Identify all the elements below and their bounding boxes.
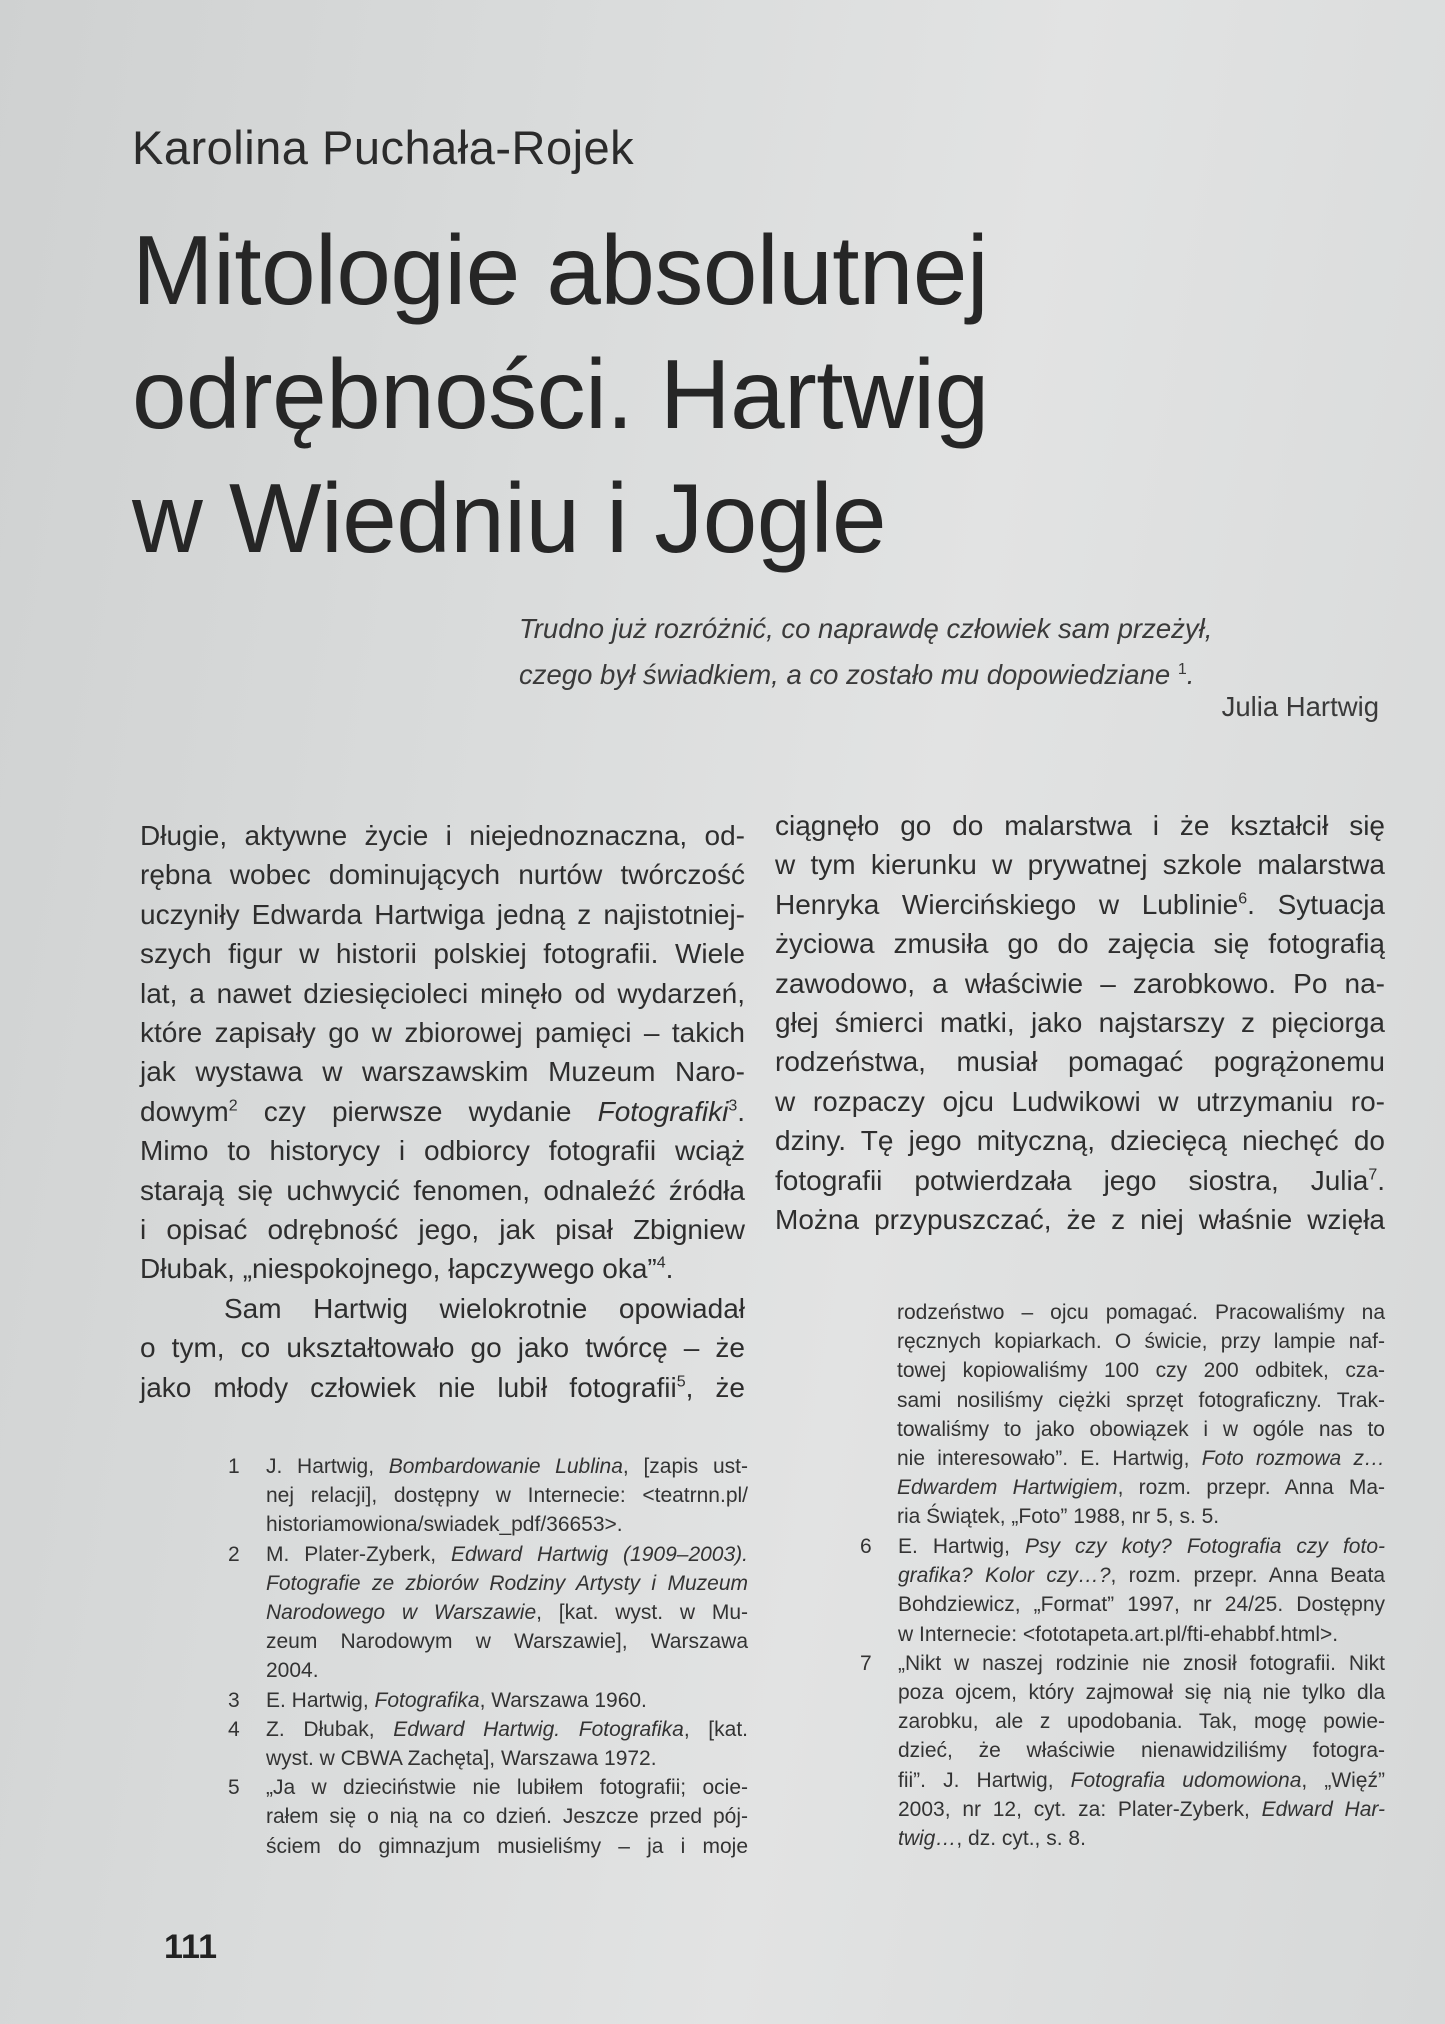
text-line: Sam Hartwig wielokrotnie opowiadał	[224, 1292, 745, 1324]
paragraph	[140, 816, 745, 1289]
text-line: Mimo to historycy i odbiorcy fotografii wciąż	[140, 1135, 745, 1167]
body-column-right	[775, 806, 1385, 1239]
text-line: lat, a nawet dziesięcioleci minęło od wydarzeń,	[140, 977, 745, 1009]
text-line: głej śmierci matki, jako najstarszy z pięciorga	[775, 1007, 1385, 1039]
text-line: o tym, co ukształtowało go jako twórcę – że	[140, 1332, 745, 1364]
text-line: dziny. Tę jego mityczną, dziecięcą niechęć do	[775, 1125, 1385, 1157]
note-line: Edwardem Hartwigiem, rozm. przepr. Anna Ma-	[897, 1476, 1385, 1500]
note-line: rałem się o nią na co dzień. Jeszcze przed pój-	[266, 1805, 748, 1829]
text-line: Długie, aktywne życie i niejednoznaczna, od-	[140, 820, 745, 851]
note-line: fii”. J. Hartwig, Fotografia udomowiona, „Więź”	[898, 1768, 1385, 1792]
page-number: 111	[164, 1928, 217, 1966]
note-line: E. Hartwig, Psy czy koty? Fotografia czy foto-	[898, 1535, 1385, 1558]
footnote-ref: 3	[728, 1097, 738, 1115]
note-line: 2004.	[266, 1659, 319, 1683]
note-line: nej relacji], dostępny w Internecie: <teatrnn.pl/	[266, 1484, 748, 1508]
footnote-7	[860, 1649, 1385, 1853]
paragraph	[140, 1289, 745, 1407]
note-line: historiamowiona/swiadek_pdf/36653>.	[266, 1513, 623, 1537]
footnote-2	[228, 1540, 748, 1686]
text-line: dowym$^2$ czy pierwsze wydanie Fotografiki$^3$.	[140, 1095, 745, 1127]
footnote-ref: 2	[228, 1097, 238, 1115]
footnote-number: 5	[228, 1776, 240, 1800]
text-line: w tym kierunku w prywatnej szkole malarstwa	[775, 849, 1385, 881]
text-line: starają się uchwycić fenomen, odnaleźć źródła	[140, 1174, 745, 1206]
footnote-5	[228, 1773, 748, 1861]
note-line: ściem do gimnazjum musieliśmy – ja i moje	[266, 1834, 748, 1858]
note-line: Z. Dłubak, Edward Hartwig. Fotografika, [kat.	[266, 1717, 748, 1741]
note-line: dzieć, że właściwie nienawidziliśmy fotogra-	[898, 1739, 1385, 1763]
note-line: „Nikt w naszej rodzinie nie znosił fotografii. Nikt	[898, 1651, 1385, 1675]
epigraph	[519, 608, 1379, 695]
text-line: jak wystawa w warszawskim Muzeum Naro-	[140, 1056, 745, 1088]
footnotes-left	[228, 1452, 748, 1861]
text-line: rębna wobec dominujących nurtów twórczość	[140, 859, 745, 891]
text-line: Dłubak, „niespokojnego, łapczywego oka”$^4$.	[140, 1253, 674, 1285]
text-line: i opisać odrębność jego, jak pisał Zbigniew	[140, 1214, 745, 1246]
body-column-left	[140, 816, 745, 1407]
footnote-number: 1	[228, 1455, 240, 1478]
text-line: fotografii potwierdzała jego siostra, Julia$^7$.	[775, 1164, 1385, 1196]
note-line: E. Hartwig, Fotografika, Warszawa 1960.	[266, 1688, 647, 1712]
epigraph-line: Trudno już rozróżnić, co naprawdę człowiek sam przeżył,	[519, 613, 1213, 644]
footnote-number: 4	[228, 1717, 240, 1741]
footnote-ref: 4	[656, 1255, 666, 1273]
text-line: uczyniły Edwarda Hartwiga jedną z najistotniej-	[140, 898, 745, 930]
note-line: zeum Narodowym w Warszawie], Warszawa	[266, 1630, 748, 1654]
epigraph-author: Julia Hartwig	[1221, 691, 1379, 722]
note-line: grafika? Kolor czy…?, rozm. przepr. Anna Beata	[898, 1564, 1385, 1588]
text-line: rodzeństwa, musiał pomagać pogrążonemu	[775, 1046, 1385, 1078]
note-line: towaliśmy to jako obowiązek i w ogóle nas to	[897, 1417, 1385, 1441]
footnote-number: 7	[860, 1651, 872, 1675]
text-line: które zapisały go w zbiorowej pamięci – takich	[140, 1017, 745, 1049]
title-line: w Wiedniu i Jogle	[132, 463, 887, 573]
paragraph	[775, 806, 1385, 1239]
note-line: J. Hartwig, Bombardowanie Lublina, [zapis ust-	[266, 1455, 748, 1478]
footnote-number: 6	[860, 1535, 872, 1558]
footnote-4	[228, 1715, 748, 1773]
footnote-ref: 7	[1368, 1166, 1378, 1184]
note-line: Bohdziewicz, „Format” 1997, nr 24/25. Dostępny	[898, 1593, 1385, 1617]
title-line: Mitologie absolutnej	[132, 215, 989, 325]
footnote-number: 3	[228, 1688, 240, 1712]
note-line: Fotografie ze zbiorów Rodziny Artysty i Muzeum	[266, 1571, 748, 1595]
note-line: towej kopiowaliśmy 100 czy 200 odbitek, cza-	[897, 1359, 1385, 1383]
footnote-ref: 5	[676, 1373, 686, 1391]
text-line: jako młody człowiek nie lubił fotografii$^5$, że	[140, 1371, 745, 1403]
text-line: zawodowo, a właściwie – zarobkowo. Po na-	[775, 967, 1385, 999]
note-line: wyst. w CBWA Zachęta], Warszawa 1972.	[266, 1747, 657, 1771]
note-line: nie interesowało”. E. Hartwig, Foto rozmowa z…	[897, 1447, 1385, 1471]
footnote-number: 2	[228, 1542, 240, 1566]
article-author: Karolina Puchała-Rojek	[132, 121, 635, 174]
text-line: ciągnęło go do malarstwa i że kształcił się	[775, 810, 1385, 841]
note-line: zarobku, ale z upodobania. Tak, mogę powie-	[898, 1710, 1385, 1734]
text-line: Henryka Wiercińskiego w Lublinie$^6$. Sytuacja	[775, 888, 1386, 920]
note-line: w Internecie: <fototapeta.art.pl/fti-ehabbf.html>.	[898, 1622, 1339, 1646]
note-line: ria Świątek, „Foto” 1988, nr 5, s. 5.	[897, 1505, 1220, 1529]
note-line: M. Plater-Zyberk, Edward Hartwig (1909–2003).	[266, 1542, 748, 1566]
footnote-continuation	[897, 1298, 1385, 1532]
note-line: 2003, nr 12, cyt. za: Plater-Zyberk, Edward Har-	[898, 1797, 1385, 1821]
note-line: Narodowego w Warszawie, [kat. wyst. w Mu-	[266, 1601, 748, 1625]
note-line: sami nosiliśmy ciężki sprzęt fotograficzny. Trak-	[897, 1388, 1385, 1412]
text-line: Można przypuszczać, że z niej właśnie wzięła	[775, 1204, 1385, 1236]
note-line: twig…, dz. cyt., s. 8.	[898, 1827, 1086, 1851]
epigraph-line: czego był świadkiem, a co zostało mu dopowiedziane $^1$.	[519, 659, 1195, 691]
title-line: odrębności. Hartwig	[132, 339, 989, 449]
note-line: ręcznych kopiarkach. O świcie, przy lampie naf-	[897, 1330, 1385, 1354]
footnote-ref: 1	[1177, 661, 1187, 678]
footnote-3	[228, 1686, 748, 1715]
footnote-6	[860, 1532, 1385, 1649]
text-line: szych figur w historii polskiej fotografii. Wiele	[140, 938, 745, 970]
note-line: poza ojcem, który zajmował się nią nie tylko dla	[898, 1681, 1385, 1705]
footnotes-right	[860, 1532, 1385, 1853]
footnote-ref: 6	[1238, 890, 1248, 908]
article-title	[132, 208, 1182, 580]
footnote-1	[228, 1452, 748, 1540]
note-line: „Ja w dzieciństwie nie lubiłem fotografii; ocie-	[266, 1776, 748, 1800]
text-line: życiowa zmusiła go do zajęcia się fotografią	[775, 928, 1385, 960]
text-line: w rozpaczy ojcu Ludwikowi w utrzymaniu ro-	[775, 1085, 1385, 1117]
note-line: rodzeństwo – ojcu pomagać. Pracowaliśmy na	[897, 1301, 1385, 1324]
